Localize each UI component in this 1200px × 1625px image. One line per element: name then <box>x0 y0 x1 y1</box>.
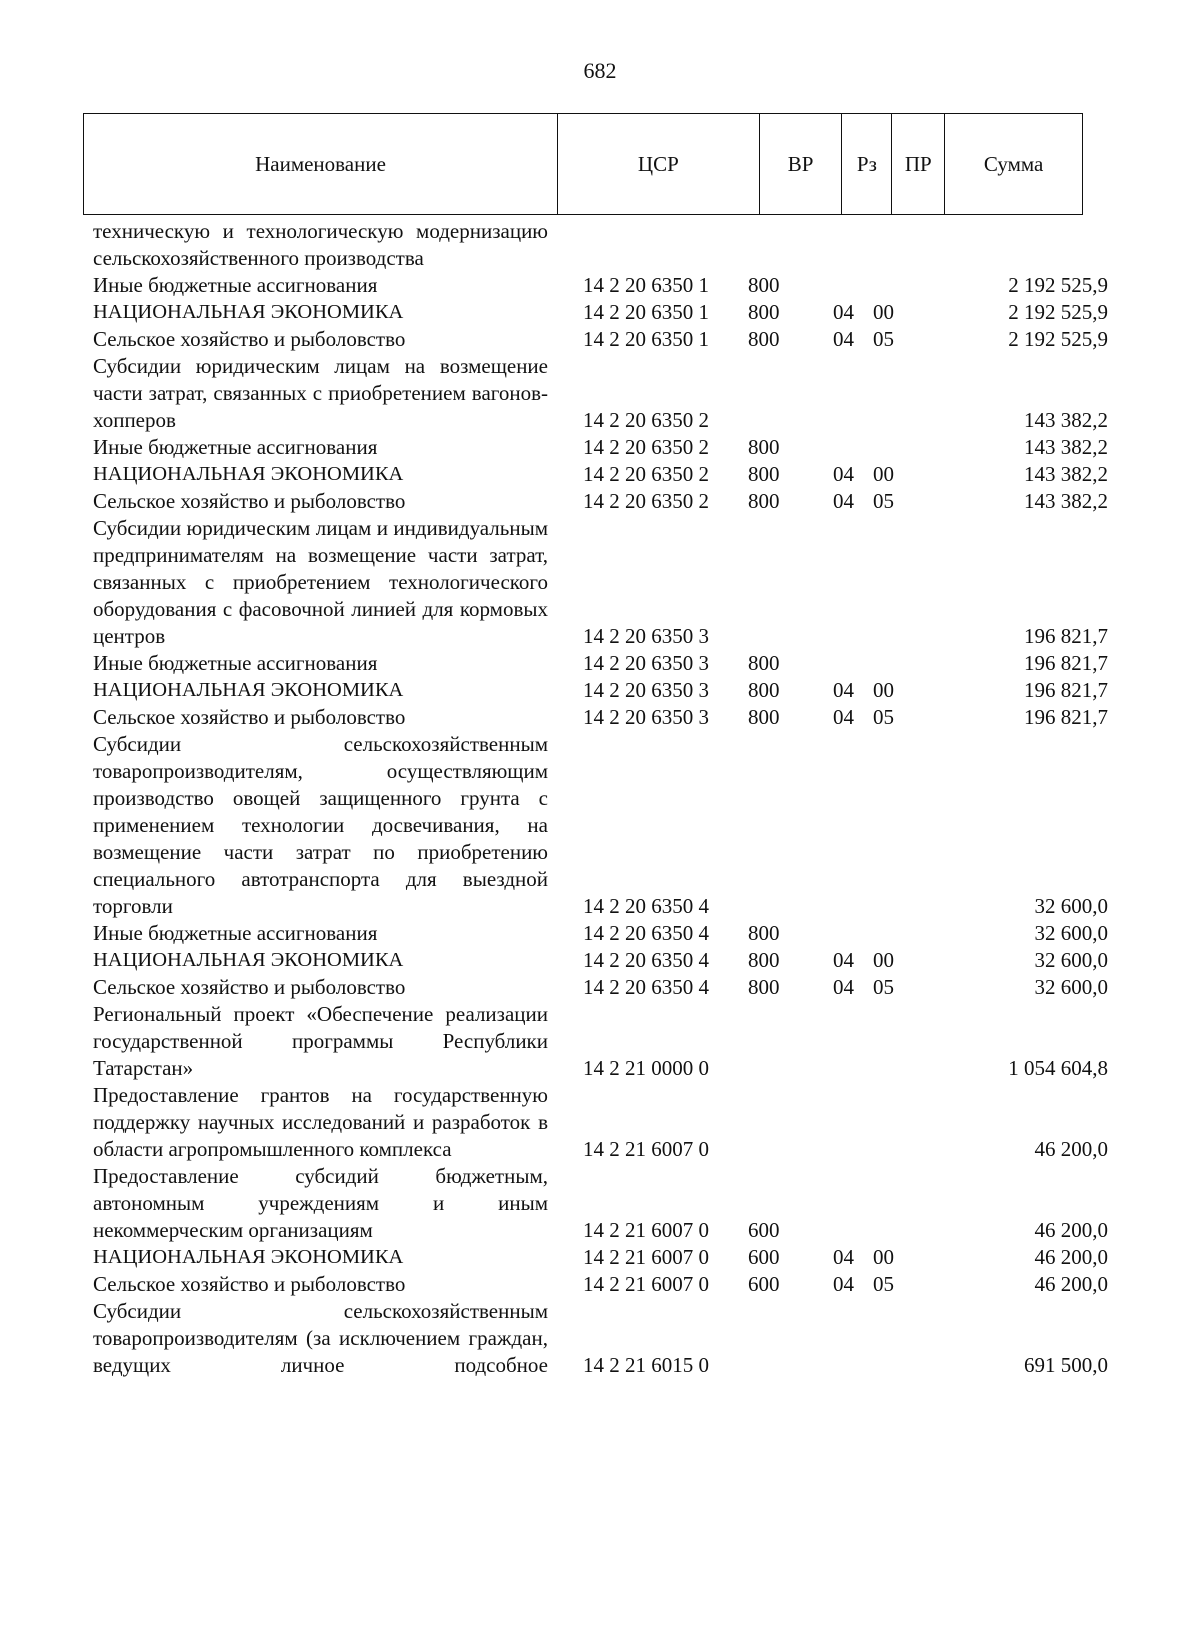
row-pr: 05 <box>873 705 894 729</box>
row-csr: 14 2 20 6350 4 <box>583 948 709 972</box>
table-body <box>93 218 1133 1379</box>
row-name: Сельское хозяйство и рыболовство <box>93 327 406 351</box>
row-csr: 14 2 20 6350 2 <box>583 435 709 459</box>
header-sum: Сумма <box>983 151 1044 176</box>
row-name: Иные бюджетные ассигнования <box>93 435 378 459</box>
row-vr: 800 <box>748 948 780 972</box>
row-name: Иные бюджетные ассигнования <box>93 273 378 297</box>
row-vr: 600 <box>748 1218 780 1242</box>
row-vr: 800 <box>748 678 780 702</box>
row-sum: 46 200,0 <box>1034 1218 1108 1242</box>
row-csr: 14 2 21 6007 0 <box>583 1218 709 1242</box>
table-row <box>93 353 1133 434</box>
row-sum: 196 821,7 <box>1024 705 1108 729</box>
row-sum: 196 821,7 <box>1024 678 1108 702</box>
row-sum: 32 600,0 <box>1034 948 1108 972</box>
row-name: Субсидии юридическим лицам и индивидуальным предпринимателям на возмещение части затрат, связанных с приобретением технологического оборудования с фасовочной линией для кормовых центров <box>93 516 548 648</box>
row-sum: 2 192 525,9 <box>1008 327 1108 351</box>
row-sum: 46 200,0 <box>1034 1137 1108 1161</box>
row-name: Предоставление грантов на государственную поддержку научных исследований и разработок в области агропромышленного комплекса <box>93 1083 548 1161</box>
row-name: Сельское хозяйство и рыболовство <box>93 975 406 999</box>
table-row <box>93 1163 1133 1244</box>
row-csr: 14 2 20 6350 3 <box>583 624 709 648</box>
row-csr: 14 2 20 6350 3 <box>583 705 709 729</box>
row-rz: 04 <box>833 975 854 999</box>
row-sum: 2 192 525,9 <box>1008 300 1108 324</box>
table-row <box>93 461 1133 488</box>
row-pr: 00 <box>873 300 894 324</box>
row-csr: 14 2 20 6350 2 <box>583 489 709 513</box>
table-row <box>93 218 1133 272</box>
header-name: Наименование <box>84 114 558 214</box>
row-csr: 14 2 21 6015 0 <box>583 1353 709 1377</box>
table-row <box>93 1001 1133 1082</box>
row-sum: 691 500,0 <box>1024 1353 1108 1377</box>
row-sum: 196 821,7 <box>1024 651 1108 675</box>
page-number: 682 <box>583 58 617 83</box>
row-sum: 143 382,2 <box>1024 435 1108 459</box>
table-row <box>93 650 1133 677</box>
row-rz: 04 <box>833 489 854 513</box>
table-row <box>93 731 1133 920</box>
row-csr: 14 2 20 6350 3 <box>583 651 709 675</box>
row-vr: 800 <box>748 435 780 459</box>
row-pr: 00 <box>873 678 894 702</box>
row-csr: 14 2 20 6350 2 <box>583 408 709 432</box>
table-row <box>93 1271 1133 1298</box>
row-vr: 800 <box>748 300 780 324</box>
row-rz: 04 <box>833 705 854 729</box>
row-vr: 800 <box>748 273 780 297</box>
row-rz: 04 <box>833 327 854 351</box>
row-rz: 04 <box>833 300 854 324</box>
row-pr: 00 <box>873 948 894 972</box>
header-csr: ЦСР <box>558 114 760 214</box>
row-pr: 05 <box>873 1272 894 1296</box>
row-sum: 32 600,0 <box>1034 975 1108 999</box>
row-name: Субсидии сельскохозяйственным товаропроизводителям (за исключением граждан, ведущих личное подсобное <box>93 1299 548 1377</box>
row-name: Сельское хозяйство и рыболовство <box>93 489 406 513</box>
row-sum: 32 600,0 <box>1034 921 1108 945</box>
table-row <box>93 488 1133 515</box>
row-rz: 04 <box>833 678 854 702</box>
row-vr: 800 <box>748 975 780 999</box>
row-name: НАЦИОНАЛЬНАЯ ЭКОНОМИКА <box>93 301 404 323</box>
row-pr: 05 <box>873 975 894 999</box>
row-vr: 600 <box>748 1245 780 1269</box>
row-vr: 800 <box>748 462 780 486</box>
row-name: Сельское хозяйство и рыболовство <box>93 1272 406 1296</box>
header-vr: ВР <box>760 114 843 214</box>
row-name: Сельское хозяйство и рыболовство <box>93 705 406 729</box>
row-name: НАЦИОНАЛЬНАЯ ЭКОНОМИКА <box>93 1246 404 1268</box>
table-row <box>93 272 1133 299</box>
table-row <box>93 677 1133 704</box>
table-row <box>93 974 1133 1001</box>
row-csr: 14 2 20 6350 2 <box>583 462 709 486</box>
row-sum: 196 821,7 <box>1024 624 1108 648</box>
row-name: Региональный проект «Обеспечение реализации государственной программы Республики Татарстан» <box>93 1002 548 1080</box>
row-name: Субсидии юридическим лицам на возмещение части затрат, связанных с приобретением вагонов-хопперов <box>93 354 548 432</box>
table-row <box>93 299 1133 326</box>
row-name: Предоставление субсидий бюджетным, автономным учреждениям и иным некоммерческим организациям <box>93 1164 548 1242</box>
row-sum: 32 600,0 <box>1034 894 1108 918</box>
row-sum: 143 382,2 <box>1024 408 1108 432</box>
row-sum: 46 200,0 <box>1034 1245 1108 1269</box>
row-csr: 14 2 20 6350 1 <box>583 300 709 324</box>
row-name: НАЦИОНАЛЬНАЯ ЭКОНОМИКА <box>93 949 404 971</box>
row-rz: 04 <box>833 1272 854 1296</box>
table-row <box>93 947 1133 974</box>
row-csr: 14 2 21 6007 0 <box>583 1272 709 1296</box>
row-rz: 04 <box>833 462 854 486</box>
row-vr: 600 <box>748 1272 780 1296</box>
row-name: техническую и технологическую модернизацию сельскохозяйственного производства <box>93 219 548 270</box>
row-vr: 800 <box>748 921 780 945</box>
table-row <box>93 515 1133 650</box>
row-vr: 800 <box>748 705 780 729</box>
row-csr: 14 2 21 0000 0 <box>583 1056 709 1080</box>
header-rz: Рз <box>842 114 892 214</box>
row-csr: 14 2 20 6350 1 <box>583 327 709 351</box>
row-csr: 14 2 20 6350 1 <box>583 273 709 297</box>
table-header <box>83 113 1083 215</box>
row-csr: 14 2 21 6007 0 <box>583 1137 709 1161</box>
header-pr: ПР <box>892 114 945 214</box>
row-vr: 800 <box>748 489 780 513</box>
row-sum: 1 054 604,8 <box>1008 1056 1108 1080</box>
row-pr: 05 <box>873 489 894 513</box>
row-csr: 14 2 20 6350 4 <box>583 975 709 999</box>
row-csr: 14 2 20 6350 4 <box>583 921 709 945</box>
table-row <box>93 326 1133 353</box>
table-row <box>93 1298 1133 1379</box>
row-name: НАЦИОНАЛЬНАЯ ЭКОНОМИКА <box>93 463 404 485</box>
row-rz: 04 <box>833 948 854 972</box>
row-rz: 04 <box>833 1245 854 1269</box>
row-csr: 14 2 20 6350 4 <box>583 894 709 918</box>
row-sum: 143 382,2 <box>1024 489 1108 513</box>
row-csr: 14 2 20 6350 3 <box>583 678 709 702</box>
row-sum: 2 192 525,9 <box>1008 273 1108 297</box>
row-name: Субсидии сельскохозяйственным товаропроизводителям, осуществляющим производство овощей защищенного грунта с применением технологии досвечивания, на возмещение части затрат по приобретению специального автотранспорта для выездной торговли <box>93 732 548 918</box>
table-row <box>93 1082 1133 1163</box>
row-sum: 143 382,2 <box>1024 462 1108 486</box>
row-name: Иные бюджетные ассигнования <box>93 651 378 675</box>
table-row <box>93 704 1133 731</box>
row-csr: 14 2 21 6007 0 <box>583 1245 709 1269</box>
table-row <box>93 920 1133 947</box>
row-name: Иные бюджетные ассигнования <box>93 921 378 945</box>
row-pr: 00 <box>873 1245 894 1269</box>
row-name: НАЦИОНАЛЬНАЯ ЭКОНОМИКА <box>93 679 404 701</box>
table-row <box>93 1244 1133 1271</box>
table-row <box>93 434 1133 461</box>
row-vr: 800 <box>748 327 780 351</box>
row-pr: 00 <box>873 462 894 486</box>
row-sum: 46 200,0 <box>1034 1272 1108 1296</box>
row-pr: 05 <box>873 327 894 351</box>
row-vr: 800 <box>748 651 780 675</box>
